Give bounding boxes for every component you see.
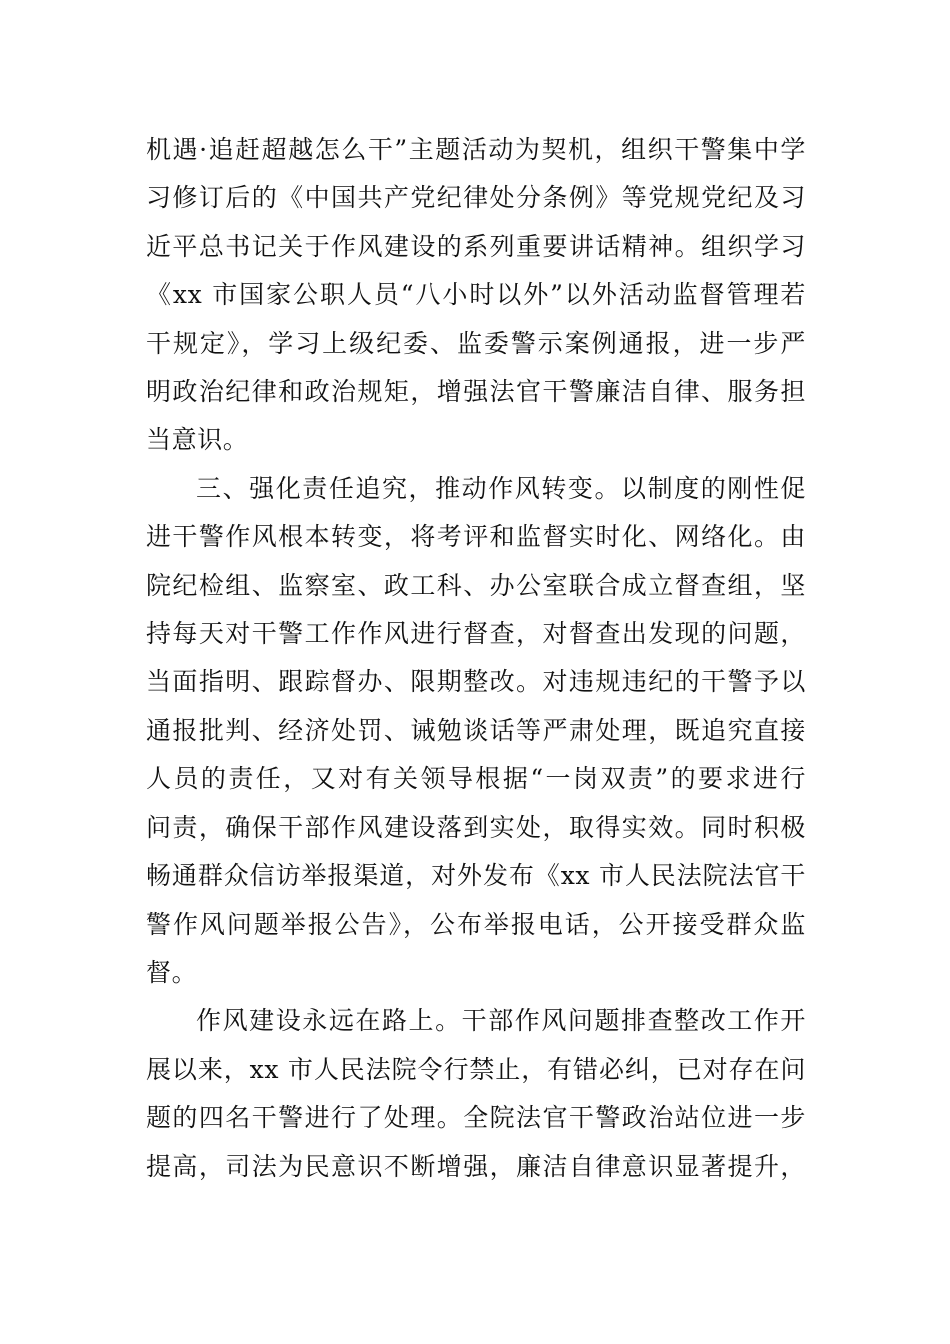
paragraph-1 bbox=[146, 126, 806, 465]
text-line: 题的四名干警进行了处理。全院法官干警政治站位进一步 bbox=[146, 1103, 806, 1133]
text-line: 当面指明、跟踪督办、限期整改。对违规违纪的干警予以 bbox=[146, 667, 806, 697]
text-line: 明政治纪律和政治规矩，增强法官干警廉洁自律、服务担 bbox=[146, 377, 806, 407]
text-line: 通报批判、经济处罚、诫勉谈话等严肃处理，既追究直接 bbox=[146, 715, 806, 745]
text-line: 展以来，xx 市人民法院令行禁止，有错必纠，已对存在问 bbox=[146, 1054, 806, 1084]
text-line: 督。 bbox=[146, 957, 198, 987]
paragraph-2 bbox=[146, 465, 806, 997]
text-line: 当意识。 bbox=[146, 425, 249, 455]
text-line: 持每天对干警工作作风进行督查，对督查出发现的问题， bbox=[146, 619, 806, 649]
text-line: 三、强化责任追究，推动作风转变。以制度的刚性促 bbox=[196, 473, 806, 503]
document-body bbox=[146, 126, 806, 1191]
text-line: 提高，司法为民意识不断增强，廉洁自律意识显著提升， bbox=[146, 1151, 806, 1181]
text-line: 警作风问题举报公告》，公布举报电话，公开接受群众监 bbox=[146, 909, 806, 939]
text-line: 人员的责任，又对有关领导根据“一岗双责”的要求进行 bbox=[146, 764, 806, 794]
text-line: 院纪检组、监察室、政工科、办公室联合成立督查组，坚 bbox=[146, 570, 806, 600]
paragraph-3 bbox=[146, 997, 806, 1191]
text-line: 机遇·追赶超越怎么干”主题活动为契机，组织干警集中学 bbox=[146, 135, 806, 164]
text-line: 《xx 市国家公职人员“八小时以外”以外活动监督管理若 bbox=[146, 280, 806, 310]
text-line: 作风建设永远在路上。干部作风问题排查整改工作开 bbox=[196, 1006, 806, 1036]
text-line: 习修订后的《中国共产党纪律处分条例》等党规党纪及习 bbox=[146, 183, 806, 213]
text-line: 干规定》，学习上级纪委、监委警示案例通报，进一步严 bbox=[146, 328, 806, 358]
text-line: 近平总书记关于作风建设的系列重要讲话精神。组织学习 bbox=[146, 231, 806, 261]
text-line: 问责，确保干部作风建设落到实处，取得实效。同时积极 bbox=[146, 812, 806, 842]
text-line: 畅通群众信访举报渠道，对外发布《xx 市人民法院法官干 bbox=[146, 861, 806, 891]
text-line: 进干警作风根本转变，将考评和监督实时化、网络化。由 bbox=[146, 522, 806, 552]
